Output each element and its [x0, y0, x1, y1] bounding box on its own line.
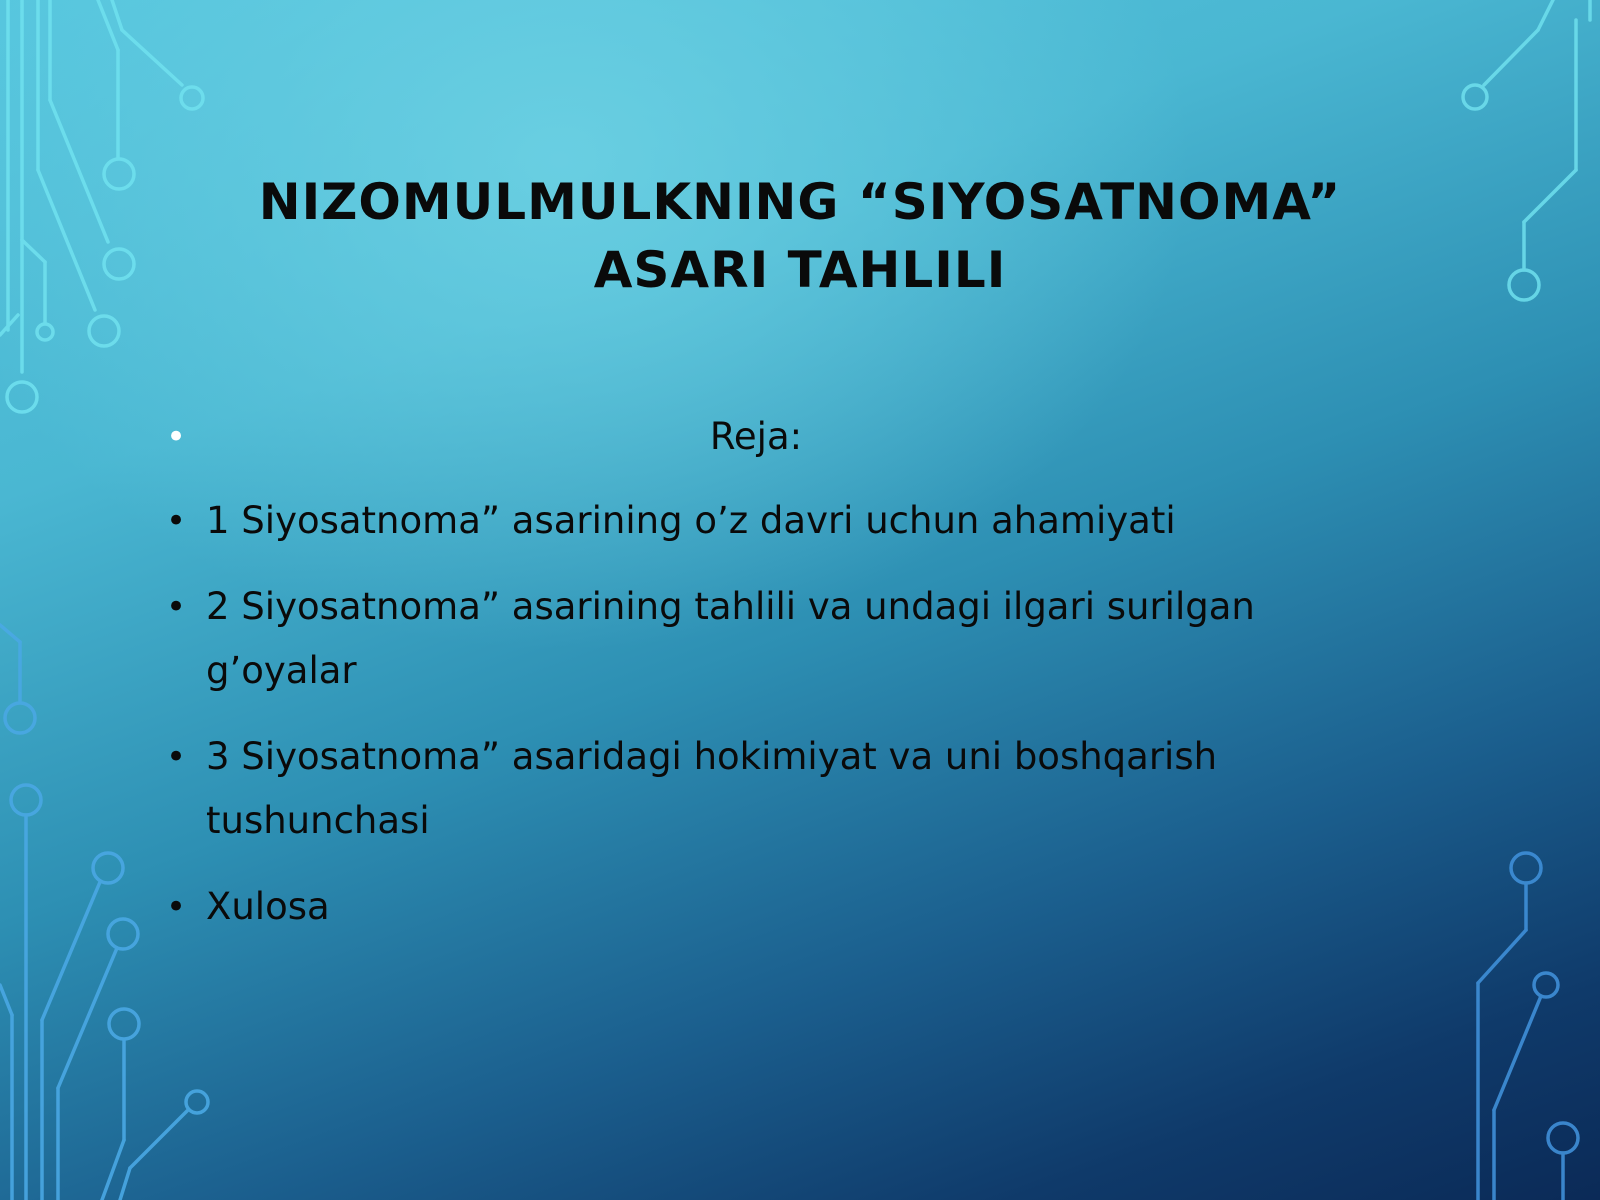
- bullet-icon: •: [166, 501, 187, 541]
- list-item: [166, 575, 1346, 703]
- bullet-icon: •: [166, 587, 187, 627]
- list-item: [166, 875, 1346, 939]
- bullet-icon: •: [166, 737, 187, 777]
- bullet-icon: •: [166, 417, 187, 457]
- list-item-text: 1 Siyosatnoma” asarining o’z davri uchun ahamiyati: [206, 499, 1176, 542]
- plan-heading-item: [166, 405, 1346, 469]
- list-item: [166, 725, 1346, 853]
- list-item: [166, 489, 1346, 553]
- plan-list: [166, 405, 1346, 961]
- circuit-bottom-right: [1478, 853, 1578, 1200]
- plan-heading: Reja:: [709, 415, 803, 458]
- slide-title: NIZOMULMULKNING “SIYOSATNOMA” ASARI TAHLILI: [258, 173, 1342, 299]
- list-item-text: Xulosa: [206, 885, 330, 928]
- list-item-text: 2 Siyosatnoma” asarining tahlili va undagi ilgari surilgan g’oyalar: [206, 585, 1255, 692]
- list-item-text: 3 Siyosatnoma” asaridagi hokimiyat va uni boshqarish tushunchasi: [206, 735, 1218, 842]
- bullet-icon: •: [166, 887, 187, 927]
- circuit-top-right: [1463, 0, 1590, 300]
